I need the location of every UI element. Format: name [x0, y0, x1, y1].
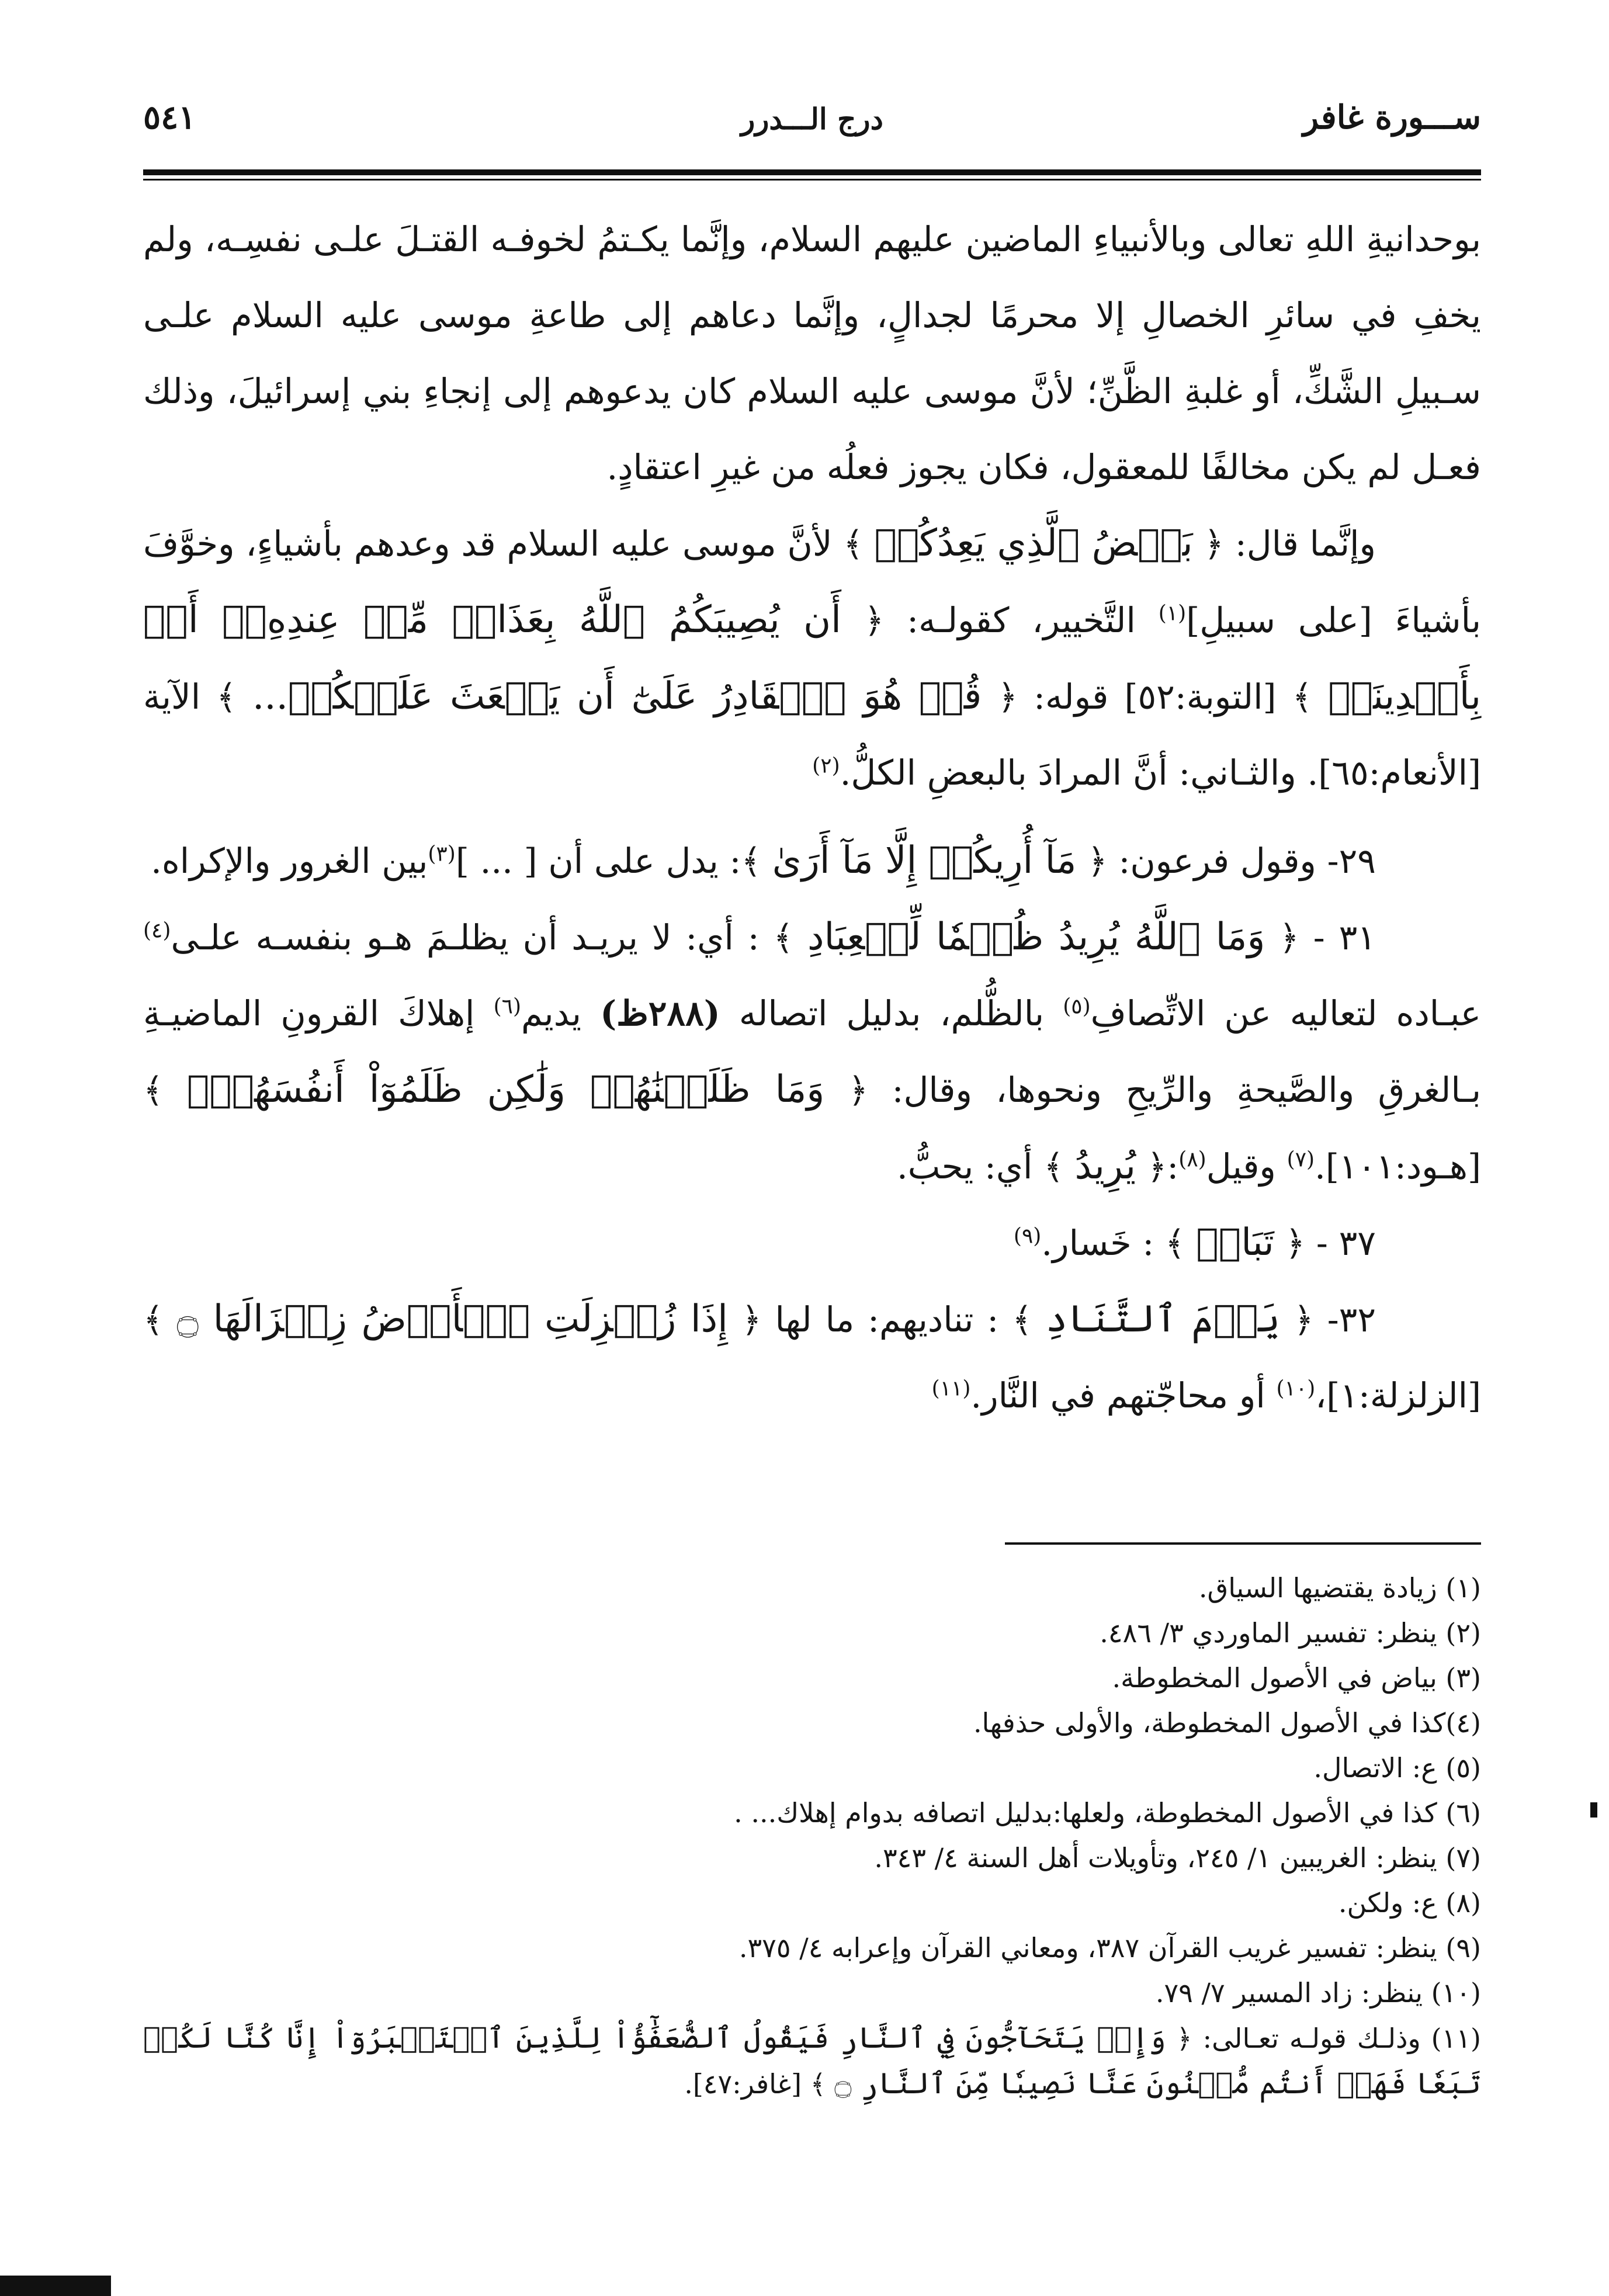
footnote-7: (٧) ينظر: الغريبين ١/ ٢٤٥، وتأويلات أهل السنة ٤/ ٣٤٣. [874, 1842, 1481, 1874]
quran-verse: وَمَا ظَلَمۡنَٰهُمۡ وَلَٰكِن ظَلَمُوٓاْ أَنفُسَهُمۡۖ [186, 1068, 825, 1111]
footnote-ref: (٨) [1178, 1147, 1206, 1172]
paragraph-2 [143, 505, 1481, 811]
paragraph-1: بوحدانيةِ اللهِ تعالى وبالأنبياءِ الماضين عليهم السلام، وإنَّما يكـتمُ لخوفـه القتـلَ علـى نفسِـه، ولم يخفِ في سائرِ الخصالِ إلا محرمًا لجدالٍ، وإنَّما دعاهم إلى طاعةِ موسى عليه السلام علـى سـبيلِ الشَّكِّ، أو غلبةِ الظَّنِّ؛ لأنَّ موسى عليه السلام كان يدعوهم إلى إنجاءِ بني إسرائيلَ، وذلك فعـل لم يكن مخالفًا للمعقول، فكان يجوز فعلُه من غيرِ اعتقادٍ. [143, 219, 1481, 487]
footnote-5: (٥) ع: الاتصال. [1313, 1752, 1481, 1784]
scan-edge-bar [0, 2276, 111, 2296]
footnote-ref: (١) [1158, 601, 1187, 626]
text-run: ﴾ : تناديهم: ما لها ﴿ [727, 1299, 1046, 1340]
page-header [143, 88, 1481, 152]
text-run: :﴿ [1136, 1146, 1179, 1187]
text-run: بين الغرور والإكراه. [151, 841, 428, 881]
text-run: ﴾ [غافر:٤٧]. [684, 2068, 835, 2100]
quran-verse: مَآ أُرِيكُمۡ إِلَّا مَآ أَرَىٰ [772, 839, 1077, 882]
footnote-separator [1005, 1542, 1481, 1545]
footnote-ref: (٤) [143, 918, 171, 943]
footnote-ref: (٢) [812, 754, 840, 778]
text-run: ﴾ [التوبة:٥٢] قوله: ﴿ [982, 677, 1329, 717]
quran-verse: وَمَا ٱللَّهُ يُرِيدُ ظُلۡمٗا لِّلۡعِبَادِ [807, 915, 1265, 959]
footnotes [143, 1566, 1481, 2107]
verse-37-commentary [143, 1205, 1481, 1281]
quran-verse: يَوۡمَ ٱلتَّنَادِ [1045, 1298, 1281, 1341]
footnote-ref: (٧) [1286, 1147, 1315, 1172]
verse-29-commentary [143, 823, 1481, 899]
footnote-10: (١٠) ينظر: زاد المسير ٧/ ٧٩. [1155, 1977, 1481, 2009]
text-run: ﴾ : أي: لا يريـد أن يظلـمَ هـو بنفسـه علـى [171, 917, 808, 958]
quran-verse: أَن يُصِيبَكُمُ ٱللَّهُ بِعَذَابٖ مِّنۡ عِندِهِۦٓ أَوۡ بِأَيۡدِينَاۖ [143, 598, 1481, 718]
surah-title: ســـورة غافر [1303, 98, 1481, 137]
quran-verse: قُلۡ هُوَ ٱلۡقَادِرُ عَلَىٰٓ أَن يَبۡعَثَ عَلَيۡكُمۡ... [252, 675, 982, 718]
text-run: ﴾[الزلزلة:١]، [143, 1299, 1481, 1416]
footnote-ref: (٥) [1063, 994, 1091, 1019]
quran-verse: يُرِيدُ [1074, 1144, 1136, 1188]
text-run: ﴾ أي: يحبُّ. [897, 1146, 1075, 1187]
footnote-3: (٣) بياض في الأصول المخطوطة. [1112, 1662, 1481, 1694]
footnote-11 [143, 2016, 1481, 2107]
footnote-1: (١) زيادة يقتضيها السياق. [1198, 1572, 1481, 1604]
text-run: بالظُّلم، بدليل اتصاله [720, 993, 1063, 1033]
text-run: ﴾ لأنَّ موسى عليه السلام قد وعدهم بأشياءٍ، وخوَّفَ بأشياءَ [على سبيلِ] [143, 523, 1482, 640]
text-run: أو محاجّتهم في النَّار. [970, 1375, 1277, 1416]
header-rule-thin [143, 179, 1481, 181]
text-run: ﴾ : خَسار. [1041, 1223, 1197, 1263]
header-rule-thick [143, 169, 1481, 175]
quran-verse: إِذَا زُلۡزِلَتِ ٱلۡأَرۡضُ زِلۡزَالَهَا ۝ [176, 1298, 728, 1341]
footnote-9: (٩) ينظر: تفسير غريب القرآن ٣٨٧، ومعاني القرآن وإعرابه ٤/ ٣٧٥. [738, 1932, 1481, 1964]
text-run: ٣٢- ﴿ [1280, 1299, 1376, 1340]
text-run: (١١) وذلـك قولـه تعـالى: ﴿ [1166, 2023, 1481, 2054]
text-run: وإنَّما قال: ﴿ [1192, 523, 1376, 564]
verse-32-commentary [143, 1281, 1481, 1434]
footnote-ref: (١١) [931, 1376, 971, 1401]
text-run: إهلاكَ القرونِ الماضيـةِ بـالغرقِ والصَّيحةِ والرِّيحِ ونحوها، وقال: ﴿ [143, 993, 1482, 1110]
text-run: ٢٩- وقول فرعون: ﴿ [1076, 841, 1376, 881]
footnote-ref: (١٠) [1276, 1376, 1316, 1401]
book-title: درج الـــدرر [741, 102, 883, 136]
quran-verse: وَإِذۡ يَتَحَآجُّونَ فِي ٱلنَّارِ فَيَقُولُ ٱلضُّعَفَٰٓؤُاْ لِلَّذِينَ ٱسۡتَكۡبَرُوٓاْ إِنَّا كُنَّا لَكُمۡ تَبَعٗا فَهَلۡ أَنتُم مُّغۡنُونَ عَنَّا نَصِيبٗا مِّنَ ٱلنَّارِ ۝ [143, 2021, 1481, 2100]
footnote-ref: (٦) [493, 994, 522, 1019]
text-run: يديم [521, 993, 601, 1033]
text-run: ﴾ [هـود:١٠١]. [143, 1070, 1481, 1187]
text-run: عبـاده لتعاليه عن الاتِّصافِ [1090, 993, 1482, 1033]
footnote-4: (٤)كذا في الأصول المخطوطة، والأولى حذفها. [973, 1707, 1481, 1739]
text-run: وقيل [1206, 1146, 1287, 1187]
footnote-8: (٨) ع: ولكن. [1338, 1887, 1481, 1919]
text-run: ٣١ - ﴿ [1265, 917, 1376, 958]
footnote-2: (٢) ينظر: تفسير الماوردي ٣/ ٤٨٦. [1100, 1617, 1481, 1649]
page-number: ٥٤١ [143, 98, 196, 137]
text-run: ٣٧ - ﴿ [1274, 1223, 1376, 1263]
text-run: ﴾: يدل على أن [ ... ] [455, 841, 772, 881]
scan-mark [1590, 1802, 1597, 1818]
quran-verse: بَعۡضُ ٱلَّذِي يَعِدُكُمۡ [874, 522, 1193, 565]
main-text [143, 202, 1481, 1434]
footnote-ref: (٣) [428, 842, 456, 866]
footnote-6: (٦) كذا في الأصول المخطوطة، ولعلها:بدليل اتصافه بدوام إهلاك... . [734, 1797, 1481, 1829]
footnote-ref: (٩) [1013, 1224, 1042, 1248]
text-run: التَّخيير، كقولـه: ﴿ [841, 600, 1159, 640]
quran-verse: تَبَابٖ [1196, 1221, 1274, 1264]
text-run: ﴾ الآية [الأنعام:٦٥]. والثـاني: أنَّ المرادَ بالبعضِ الكلُّ. [143, 677, 1481, 793]
folio-marker: (٢٨٨ظ) [600, 993, 720, 1033]
verse-31-commentary [143, 899, 1481, 1205]
